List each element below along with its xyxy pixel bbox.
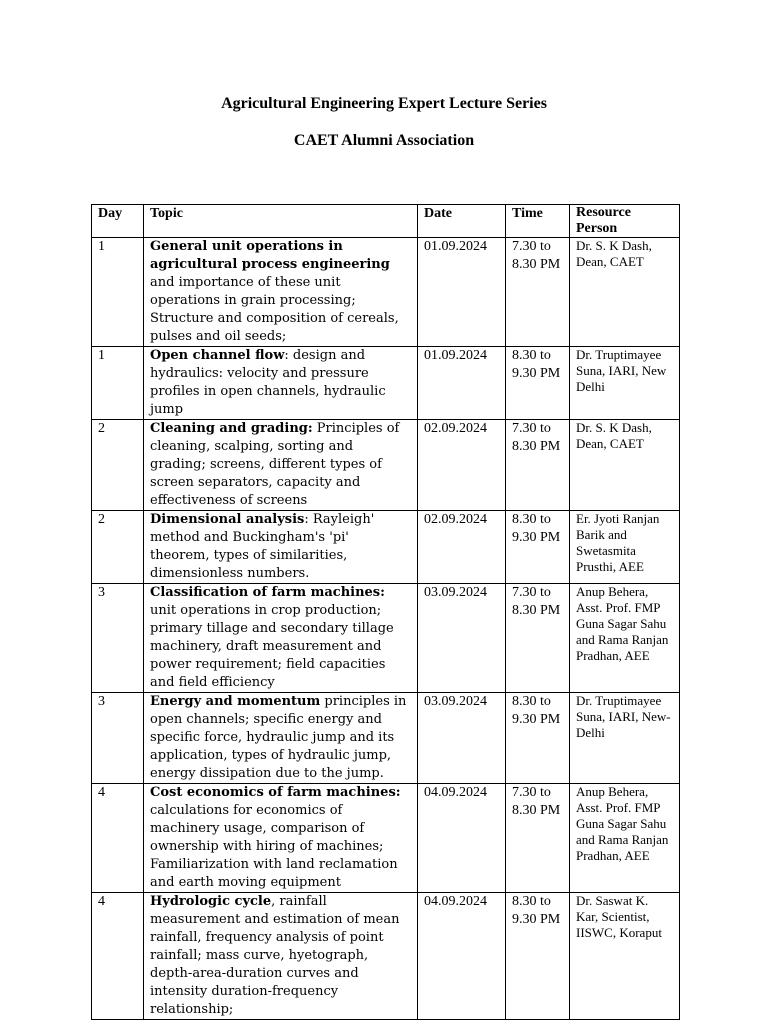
cell-resource-person: Dr. Truptimayee Suna, IARI, New-Delhi — [570, 693, 680, 784]
cell-date: 04.09.2024 — [418, 784, 506, 893]
topic-description: and importance of these unit operations in grain processing; Structure and composition of cereals, pulses and oil seeds; — [150, 275, 399, 344]
lecture-schedule-table — [91, 204, 680, 1020]
cell-day: 4 — [92, 893, 144, 1020]
topic-description: calculations for economics of machinery usage, comparison of ownership with hiring of machines; Familiarization with land reclamation and earth moving equipment — [150, 803, 398, 890]
cell-day: 4 — [92, 784, 144, 893]
cell-topic — [144, 420, 418, 511]
column-header-topic: Topic — [144, 205, 418, 238]
topic-heading: Dimensional analysis — [150, 512, 305, 527]
topic-heading: Cleaning and grading: — [150, 421, 313, 436]
cell-resource-person: Dr. S. K Dash, Dean, CAET — [570, 420, 680, 511]
cell-day: 3 — [92, 584, 144, 693]
cell-date: 03.09.2024 — [418, 584, 506, 693]
topic-heading: Cost economics of farm machines: — [150, 785, 401, 800]
cell-resource-person: Dr. Truptimayee Suna, IARI, New Delhi — [570, 347, 680, 420]
table-row — [92, 420, 680, 511]
table-row — [92, 584, 680, 693]
cell-resource-person: Anup Behera, Asst. Prof. FMP Guna Sagar Sahu and Rama Ranjan Pradhan, AEE — [570, 584, 680, 693]
topic-description: unit operations in crop production; primary tillage and secondary tillage machinery, draft measurement and power requirement; field capacities and field efficiency — [150, 603, 394, 690]
document-title: Agricultural Engineering Expert Lecture Series — [221, 95, 547, 112]
cell-time: 7.30 to 8.30 PM — [506, 584, 570, 693]
topic-heading: Classification of farm machines: — [150, 585, 385, 600]
cell-topic — [144, 784, 418, 893]
topic-heading: Hydrologic cycle — [150, 894, 272, 909]
table-row — [92, 511, 680, 584]
cell-date: 02.09.2024 — [418, 420, 506, 511]
cell-resource-person: Anup Behera, Asst. Prof. FMP Guna Sagar Sahu and Rama Ranjan Pradhan, AEE — [570, 784, 680, 893]
document-subtitle: CAET Alumni Association — [293, 132, 475, 149]
cell-day: 1 — [92, 347, 144, 420]
column-header-day: Day — [92, 205, 144, 238]
cell-time: 8.30 to 9.30 PM — [506, 511, 570, 584]
cell-time: 8.30 to 9.30 PM — [506, 347, 570, 420]
table-header — [92, 205, 680, 238]
cell-date: 01.09.2024 — [418, 347, 506, 420]
cell-day: 2 — [92, 420, 144, 511]
table-body — [92, 238, 680, 1020]
cell-topic — [144, 584, 418, 693]
cell-time: 8.30 to 9.30 PM — [506, 893, 570, 1020]
cell-topic — [144, 238, 418, 347]
column-header-date: Date — [418, 205, 506, 238]
table-header-row — [92, 205, 680, 238]
cell-topic — [144, 893, 418, 1020]
topic-description: principles in open channels; specific energy and specific force, hydraulic jump and its application, types of hydraulic jump, energy dissipation due to the jump. — [150, 694, 407, 781]
cell-topic — [144, 511, 418, 584]
table-row — [92, 784, 680, 893]
table-row — [92, 347, 680, 420]
cell-resource-person: Dr. S. K Dash, Dean, CAET — [570, 238, 680, 347]
cell-time: 7.30 to 8.30 PM — [506, 784, 570, 893]
cell-topic — [144, 347, 418, 420]
column-header-time: Time — [506, 205, 570, 238]
cell-time: 7.30 to 8.30 PM — [506, 420, 570, 511]
topic-description: , rainfall measurement and estimation of mean rainfall, frequency analysis of point rainfall; mass curve, hyetograph, depth-area-duration curves and intensity duration-frequency relationship; — [150, 894, 400, 1017]
topic-description: Principles of cleaning, scalping, sorting and grading; screens, different types of screen separators, capacity and effectiveness of screens — [150, 421, 400, 508]
cell-day: 1 — [92, 238, 144, 347]
table-row — [92, 893, 680, 1020]
cell-resource-person: Er. Jyoti Ranjan Barik and Swetasmita Prusthi, AEE — [570, 511, 680, 584]
topic-heading: General unit operations in agricultural process engineering — [150, 239, 390, 272]
topic-heading: Open channel flow — [150, 348, 285, 363]
cell-time: 7.30 to 8.30 PM — [506, 238, 570, 347]
topic-heading: Energy and momentum — [150, 694, 321, 709]
cell-date: 04.09.2024 — [418, 893, 506, 1020]
cell-time: 8.30 to 9.30 PM — [506, 693, 570, 784]
topic-description: : Rayleigh' method and Buckingham's 'pi' theorem, types of similarities, dimensionless numbers. — [150, 512, 375, 581]
table-row — [92, 238, 680, 347]
cell-date: 01.09.2024 — [418, 238, 506, 347]
table-row — [92, 693, 680, 784]
cell-resource-person: Dr. Saswat K. Kar, Scientist, IISWC, Koraput — [570, 893, 680, 1020]
cell-day: 2 — [92, 511, 144, 584]
column-header-resource-person: Resource Person — [570, 205, 680, 238]
cell-date: 03.09.2024 — [418, 693, 506, 784]
cell-topic — [144, 693, 418, 784]
topic-description: : design and hydraulics: velocity and pressure profiles in open channels, hydraulic jump — [150, 348, 386, 417]
cell-date: 02.09.2024 — [418, 511, 506, 584]
cell-day: 3 — [92, 693, 144, 784]
